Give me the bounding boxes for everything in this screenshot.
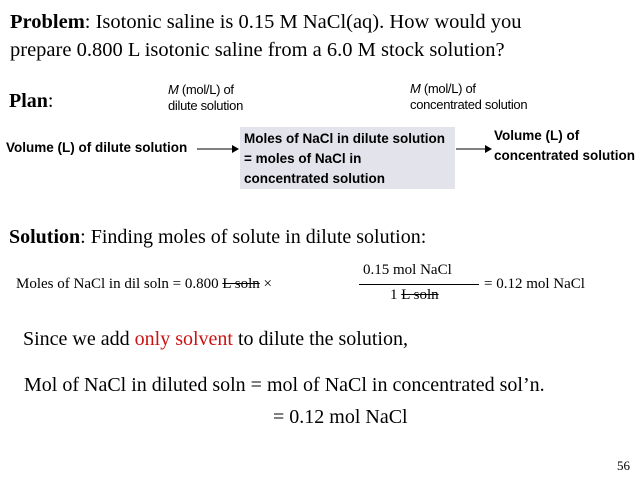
plan-step-moles	[240, 127, 455, 189]
note-right-line-2: concentrated solution	[410, 97, 528, 112]
equation-lhs-text: Moles of NaCl in dil soln = 0.800	[16, 276, 223, 292]
problem-line-2: prepare 0.800 L isotonic saline from a 6.0 M stock solution?	[10, 39, 505, 61]
problem-statement	[10, 8, 522, 64]
molarity-symbol-right: M	[410, 81, 421, 96]
plan-label: Plan	[9, 90, 48, 112]
dilution-note	[23, 328, 408, 351]
plan-step-concentrated-line-1: Volume (L) of	[494, 128, 580, 143]
arrow-right-icon	[456, 142, 492, 156]
molarity-symbol-left: M	[168, 82, 179, 97]
plan-step-concentrated-line-2: concentrated solution	[494, 148, 636, 163]
fraction-numerator: 0.15 mol NaCl	[363, 262, 452, 278]
note-right-line-1: (mol/L) of	[420, 81, 476, 96]
fraction-bar	[359, 284, 479, 285]
plan-step-dilute-volume: Volume (L) of dilute solution	[6, 140, 188, 155]
solution-label: Solution	[9, 226, 81, 248]
note-left-line-2: dilute solution	[168, 98, 243, 113]
solution-text: : Finding moles of solute in dilute solution:	[80, 226, 427, 248]
cancelled-unit: L soln	[222, 276, 260, 292]
plan-colon: :	[47, 90, 54, 112]
plan-heading	[9, 90, 53, 113]
problem-label: Problem	[10, 11, 85, 33]
dilution-note-after: to dilute the solution,	[232, 328, 408, 350]
cancelled-unit-denominator: L soln	[401, 287, 439, 303]
page-number: 56	[617, 458, 630, 473]
note-concentrated-molarity	[410, 81, 527, 113]
note-left-line-1: (mol/L) of	[178, 82, 234, 97]
fraction-denominator	[390, 287, 439, 304]
note-dilute-molarity	[168, 82, 243, 114]
mole-equality-statement: Mol of NaCl in diluted soln = mol of NaCl in concentrated sol’n.	[24, 374, 545, 396]
equation-lhs	[16, 276, 272, 293]
problem-line-1	[10, 8, 522, 36]
mole-result: = 0.12 mol NaCl	[273, 406, 408, 428]
plan-step-concentrated-volume	[494, 126, 635, 166]
plan-step-moles-line-1: Moles of NaCl in dilute solution	[244, 131, 445, 146]
equation-result: = 0.12 mol NaCl	[484, 276, 585, 292]
problem-text-1: : Isotonic saline is 0.15 M NaCl(aq). How would you	[84, 11, 522, 33]
times-sign: ×	[259, 276, 272, 292]
plan-step-moles-line-3: concentrated solution	[244, 171, 386, 186]
dilution-note-before: Since we add	[23, 328, 135, 350]
solution-heading	[9, 226, 426, 249]
equation	[16, 262, 636, 308]
dilution-note-highlight: only solvent	[134, 328, 233, 350]
denominator-value: 1	[390, 287, 402, 303]
arrow-right-icon	[197, 142, 239, 156]
plan-step-moles-line-2: = moles of NaCl in	[244, 151, 362, 166]
